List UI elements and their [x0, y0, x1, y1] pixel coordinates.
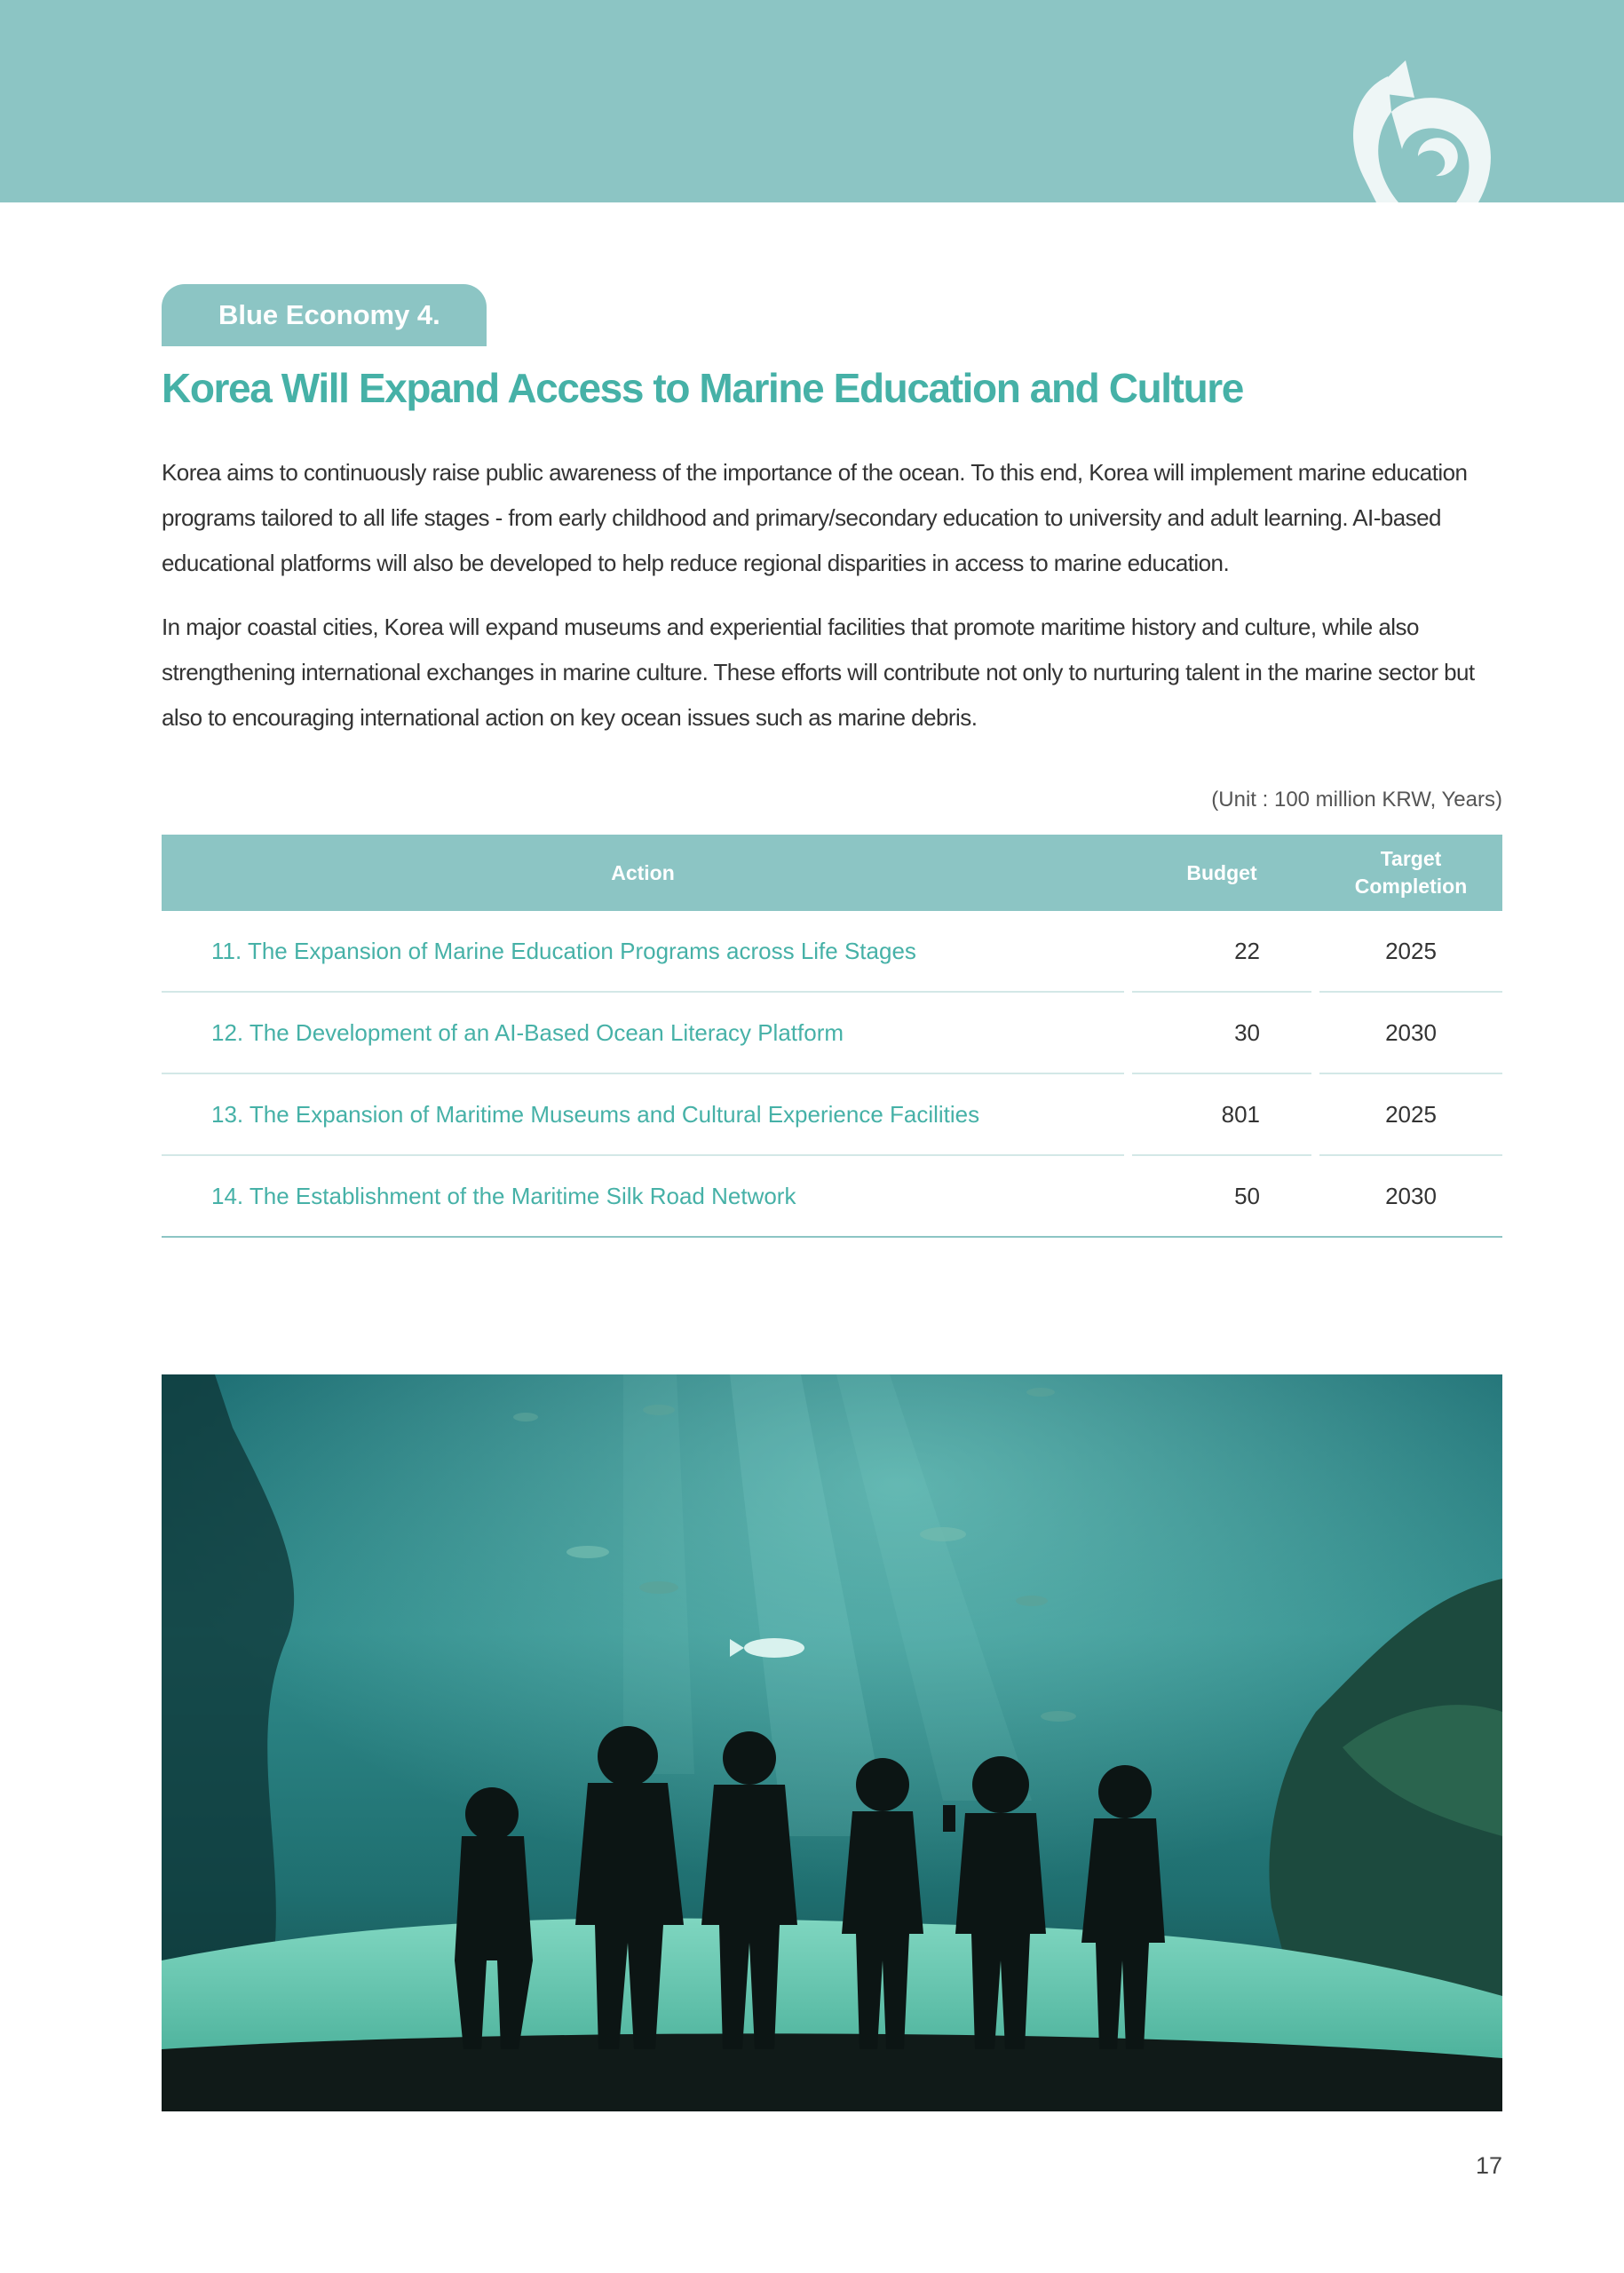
header-action: Action [162, 835, 1124, 911]
row-action: 14. The Establishment of the Maritime Silk Road Network [162, 1156, 1124, 1238]
action-table [162, 835, 1502, 1238]
row-gap [1311, 1074, 1319, 1156]
table-row [162, 911, 1502, 993]
page-title: Korea Will Expand Access to Marine Education and Culture [162, 365, 1243, 411]
table-header-row [162, 835, 1502, 911]
row-budget: 50 [1132, 1156, 1311, 1238]
section-tab [162, 284, 487, 346]
body-paragraph-1: Korea aims to continuously raise public awareness of the importance of the ocean. To this end, Korea will implement marine education programs tailored to all life stages - from early childhood and primary/secondary education to university and adult learning. AI-based educational platforms will also be developed to help reduce regional disparities in access to marine education. [162, 459, 1468, 576]
section-tab-label: Blue Economy 4. [218, 299, 440, 330]
row-action: 11. The Expansion of Marine Education Programs across Life Stages [162, 911, 1124, 993]
row-gap [1311, 1156, 1319, 1238]
header-gap [1124, 835, 1132, 911]
row-gap [1124, 911, 1132, 993]
aquarium-silhouette-photo [162, 1374, 1502, 2111]
row-budget: 801 [1132, 1074, 1311, 1156]
swirl-arrow-logo-icon [1336, 60, 1505, 202]
table-row [162, 1156, 1502, 1238]
table-row [162, 993, 1502, 1074]
page-number: 17 [1475, 2152, 1502, 2179]
row-target: 2030 [1319, 1156, 1502, 1238]
row-budget: 22 [1132, 911, 1311, 993]
row-gap [1124, 993, 1132, 1074]
row-action: 12. The Development of an AI-Based Ocean Literacy Platform [162, 993, 1124, 1074]
header-target-completion [1319, 835, 1502, 911]
row-gap [1311, 911, 1319, 993]
header-budget: Budget [1132, 835, 1311, 911]
table-row [162, 1074, 1502, 1156]
header-target-line2: Completion [1354, 875, 1468, 898]
row-budget: 30 [1132, 993, 1311, 1074]
row-gap [1124, 1074, 1132, 1156]
header-band [0, 0, 1624, 202]
row-target: 2030 [1319, 993, 1502, 1074]
row-action: 13. The Expansion of Maritime Museums and Cultural Experience Facilities [162, 1074, 1124, 1156]
body-paragraph-2: In major coastal cities, Korea will expand museums and experiential facilities that promote maritime history and culture, while also strengthening international exchanges in marine culture. These efforts will contribute not only to nurturing talent in the marine sector but also to encouraging international action on key ocean issues such as marine debris. [162, 614, 1475, 731]
header-gap [1311, 835, 1319, 911]
row-target: 2025 [1319, 911, 1502, 993]
table-unit-note: (Unit : 100 million KRW, Years) [1211, 788, 1502, 812]
row-target: 2025 [1319, 1074, 1502, 1156]
row-gap [1311, 993, 1319, 1074]
row-gap [1124, 1156, 1132, 1238]
header-target-line1: Target [1380, 847, 1442, 870]
